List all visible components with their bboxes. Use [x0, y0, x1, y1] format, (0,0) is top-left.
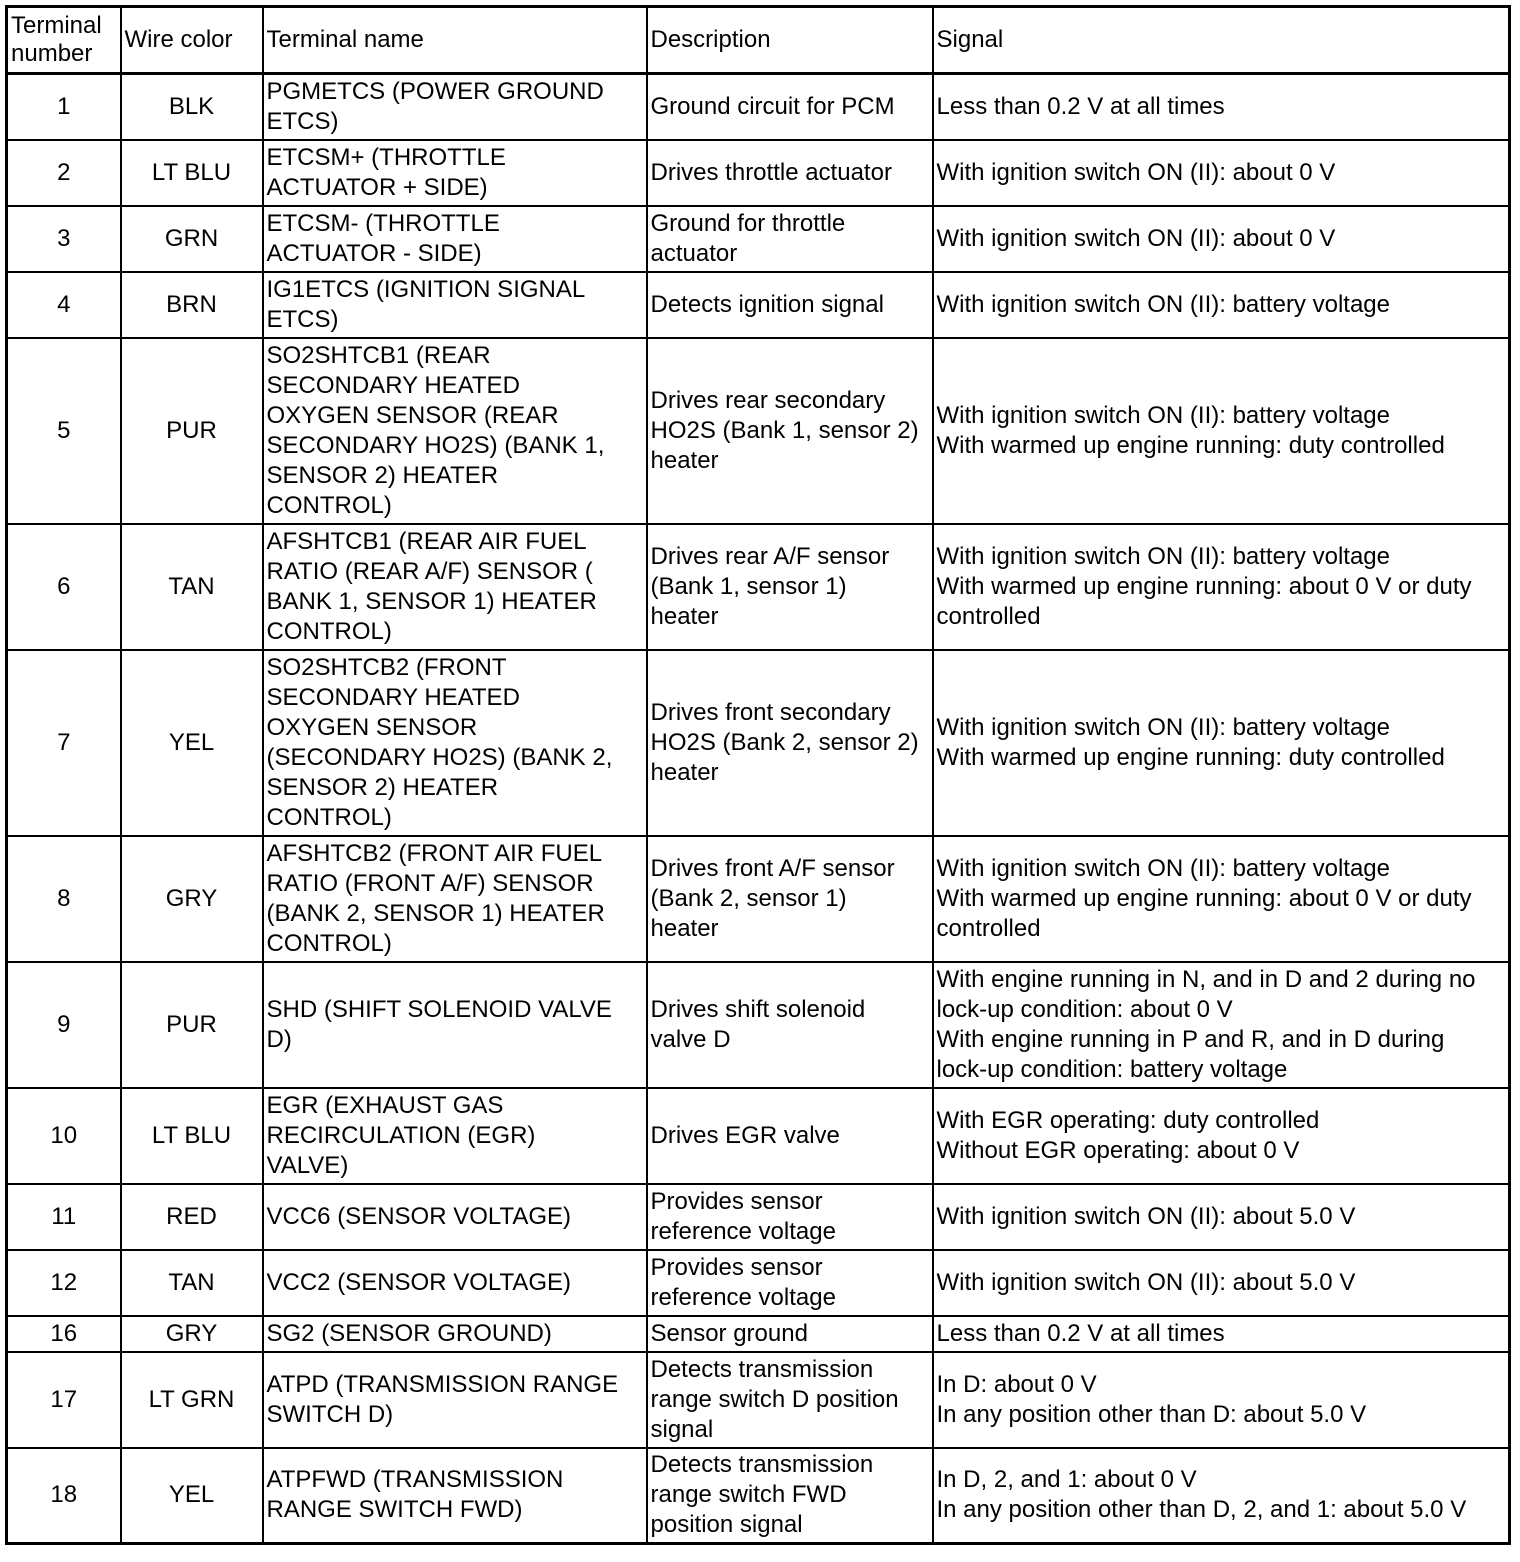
wire-color-cell: TAN — [121, 1250, 263, 1316]
terminal-number-cell: 7 — [7, 650, 121, 836]
terminal-name-cell: AFSHTCB1 (REAR AIR FUEL RATIO (REAR A/F) SENSOR ( BANK 1, SENSOR 1) HEATER CONTROL) — [263, 524, 647, 650]
header-wire-color: Wire color — [121, 7, 263, 74]
terminal-number-cell: 16 — [7, 1316, 121, 1352]
description-cell: Drives rear secondary HO2S (Bank 1, sensor 2) heater — [647, 338, 933, 524]
signal-cell: With ignition switch ON (II): about 5.0 V — [933, 1184, 1510, 1250]
terminal-number-cell: 10 — [7, 1088, 121, 1184]
table-row — [7, 524, 1510, 650]
terminal-number-cell: 8 — [7, 836, 121, 962]
terminal-name-cell: SO2SHTCB1 (REAR SECONDARY HEATED OXYGEN SENSOR (REAR SECONDARY HO2S) (BANK 1, SENSOR 2) HEATER CONTROL) — [263, 338, 647, 524]
description-cell: Drives throttle actuator — [647, 140, 933, 206]
terminal-number-cell: 1 — [7, 74, 121, 140]
description-cell: Detects transmission range switch FWD position signal — [647, 1448, 933, 1544]
description-cell: Drives EGR valve — [647, 1088, 933, 1184]
signal-cell: Less than 0.2 V at all times — [933, 74, 1510, 140]
table-row — [7, 74, 1510, 140]
description-cell: Drives rear A/F sensor (Bank 1, sensor 1) heater — [647, 524, 933, 650]
table-body — [7, 74, 1510, 1544]
description-cell: Ground for throttle actuator — [647, 206, 933, 272]
table-row — [7, 1088, 1510, 1184]
header-description: Description — [647, 7, 933, 74]
terminal-number-cell: 6 — [7, 524, 121, 650]
signal-cell: Less than 0.2 V at all times — [933, 1316, 1510, 1352]
header-terminal-number: Terminal number — [7, 7, 121, 74]
table-header — [7, 7, 1510, 74]
description-cell: Drives front A/F sensor (Bank 2, sensor 1) heater — [647, 836, 933, 962]
terminal-name-cell: ETCSM- (THROTTLE ACTUATOR - SIDE) — [263, 206, 647, 272]
wire-color-cell: GRY — [121, 836, 263, 962]
table-row — [7, 1184, 1510, 1250]
wire-color-cell: TAN — [121, 524, 263, 650]
wire-color-cell: PUR — [121, 338, 263, 524]
terminal-number-cell: 3 — [7, 206, 121, 272]
terminal-name-cell: PGMETCS (POWER GROUND ETCS) — [263, 74, 647, 140]
description-cell: Detects ignition signal — [647, 272, 933, 338]
header-terminal-name: Terminal name — [263, 7, 647, 74]
terminal-number-cell: 17 — [7, 1352, 121, 1448]
description-cell: Provides sensor reference voltage — [647, 1250, 933, 1316]
table-row — [7, 140, 1510, 206]
wire-color-cell: YEL — [121, 650, 263, 836]
table-row — [7, 1250, 1510, 1316]
table-row — [7, 338, 1510, 524]
description-cell: Drives front secondary HO2S (Bank 2, sensor 2) heater — [647, 650, 933, 836]
header-row — [7, 7, 1510, 74]
terminal-name-cell: IG1ETCS (IGNITION SIGNAL ETCS) — [263, 272, 647, 338]
terminal-name-cell: EGR (EXHAUST GAS RECIRCULATION (EGR) VALVE) — [263, 1088, 647, 1184]
terminal-name-cell: ETCSM+ (THROTTLE ACTUATOR + SIDE) — [263, 140, 647, 206]
terminal-name-cell: VCC6 (SENSOR VOLTAGE) — [263, 1184, 647, 1250]
terminal-number-cell: 2 — [7, 140, 121, 206]
wire-color-cell: RED — [121, 1184, 263, 1250]
wire-color-cell: YEL — [121, 1448, 263, 1544]
terminal-number-cell: 18 — [7, 1448, 121, 1544]
table-row — [7, 1316, 1510, 1352]
wire-color-cell: GRN — [121, 206, 263, 272]
header-signal: Signal — [933, 7, 1510, 74]
table-row — [7, 206, 1510, 272]
signal-cell: With ignition switch ON (II): battery voltage — [933, 272, 1510, 338]
wire-color-cell: LT GRN — [121, 1352, 263, 1448]
table-row — [7, 1448, 1510, 1544]
terminal-number-cell: 11 — [7, 1184, 121, 1250]
terminal-number-cell: 4 — [7, 272, 121, 338]
signal-cell: In D, 2, and 1: about 0 V In any position other than D, 2, and 1: about 5.0 V — [933, 1448, 1510, 1544]
description-cell: Drives shift solenoid valve D — [647, 962, 933, 1088]
signal-cell: In D: about 0 V In any position other than D: about 5.0 V — [933, 1352, 1510, 1448]
description-cell: Sensor ground — [647, 1316, 933, 1352]
wire-color-cell: PUR — [121, 962, 263, 1088]
signal-cell: With ignition switch ON (II): about 5.0 V — [933, 1250, 1510, 1316]
terminal-table — [5, 5, 1511, 1545]
wire-color-cell: LT BLU — [121, 1088, 263, 1184]
table-row — [7, 836, 1510, 962]
wire-color-cell: BLK — [121, 74, 263, 140]
description-cell: Provides sensor reference voltage — [647, 1184, 933, 1250]
terminal-name-cell: AFSHTCB2 (FRONT AIR FUEL RATIO (FRONT A/F) SENSOR (BANK 2, SENSOR 1) HEATER CONTROL) — [263, 836, 647, 962]
signal-cell: With ignition switch ON (II): battery voltage With warmed up engine running: about 0 V or duty controlled — [933, 836, 1510, 962]
terminal-number-cell: 5 — [7, 338, 121, 524]
terminal-name-cell: VCC2 (SENSOR VOLTAGE) — [263, 1250, 647, 1316]
terminal-number-cell: 12 — [7, 1250, 121, 1316]
signal-cell: With ignition switch ON (II): battery voltage With warmed up engine running: duty controlled — [933, 338, 1510, 524]
terminal-name-cell: SO2SHTCB2 (FRONT SECONDARY HEATED OXYGEN SENSOR (SECONDARY HO2S) (BANK 2, SENSOR 2) HEATER CONTROL) — [263, 650, 647, 836]
terminal-number-cell: 9 — [7, 962, 121, 1088]
signal-cell: With EGR operating: duty controlled Without EGR operating: about 0 V — [933, 1088, 1510, 1184]
terminal-name-cell: ATPD (TRANSMISSION RANGE SWITCH D) — [263, 1352, 647, 1448]
wire-color-cell: GRY — [121, 1316, 263, 1352]
table-row — [7, 650, 1510, 836]
description-cell: Ground circuit for PCM — [647, 74, 933, 140]
signal-cell: With ignition switch ON (II): battery voltage With warmed up engine running: about 0 V or duty controlled — [933, 524, 1510, 650]
description-cell: Detects transmission range switch D position signal — [647, 1352, 933, 1448]
terminal-name-cell: ATPFWD (TRANSMISSION RANGE SWITCH FWD) — [263, 1448, 647, 1544]
signal-cell: With engine running in N, and in D and 2 during no lock-up condition: about 0 V With engine running in P and R, and in D during lock-up condition: battery voltage — [933, 962, 1510, 1088]
table-row — [7, 962, 1510, 1088]
terminal-name-cell: SG2 (SENSOR GROUND) — [263, 1316, 647, 1352]
table-row — [7, 1352, 1510, 1448]
wire-color-cell: LT BLU — [121, 140, 263, 206]
signal-cell: With ignition switch ON (II): battery voltage With warmed up engine running: duty controlled — [933, 650, 1510, 836]
terminal-name-cell: SHD (SHIFT SOLENOID VALVE D) — [263, 962, 647, 1088]
signal-cell: With ignition switch ON (II): about 0 V — [933, 206, 1510, 272]
wire-color-cell: BRN — [121, 272, 263, 338]
table-row — [7, 272, 1510, 338]
signal-cell: With ignition switch ON (II): about 0 V — [933, 140, 1510, 206]
